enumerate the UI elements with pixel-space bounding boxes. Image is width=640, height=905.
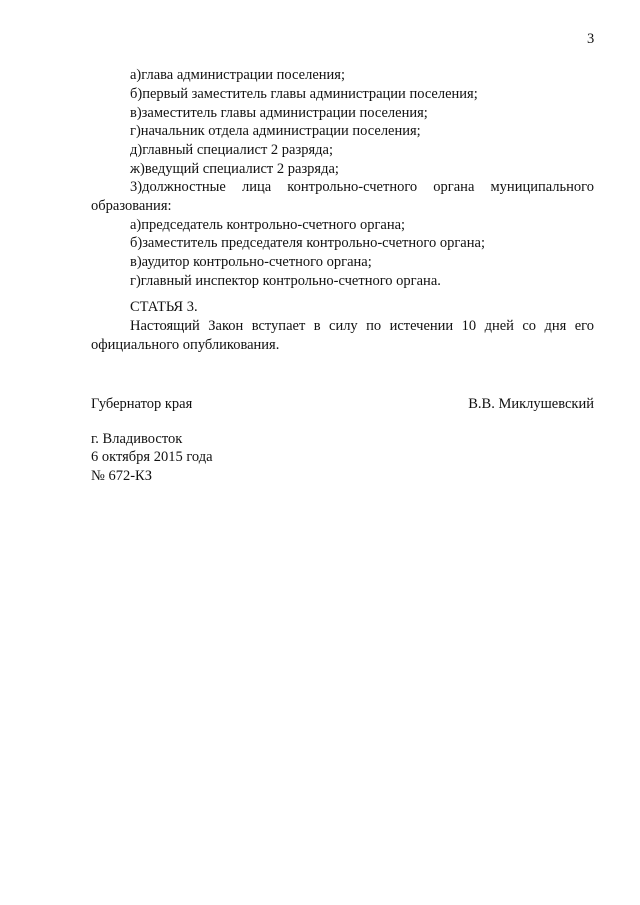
list-item: г)начальник отдела администрации поселения; xyxy=(130,123,421,139)
list-item: б)первый заместитель главы администрации поселения; xyxy=(130,86,478,102)
article-text-line1: Настоящий Закон вступает в силу по истечении 10 дней со дня его xyxy=(130,318,594,334)
list-item: д)главный специалист 2 разряда; xyxy=(130,142,333,158)
article-text-line2: официального опубликования. xyxy=(91,337,280,353)
list-item: ж)ведущий специалист 2 разряда; xyxy=(130,161,339,177)
signatory-name: В.В. Миклушевский xyxy=(468,396,594,412)
list-item-3-line2: образования: xyxy=(91,198,172,214)
list-item: в)заместитель главы администрации поселения; xyxy=(130,105,428,121)
footer-date: 6 октября 2015 года xyxy=(91,449,213,465)
signatory-title: Губернатор края xyxy=(91,396,193,412)
list-item-3-line1: 3)должностные лица контрольно-счетного органа муниципального xyxy=(130,179,594,195)
footer-city: г. Владивосток xyxy=(91,431,183,447)
list-item: а)глава администрации поселения; xyxy=(130,67,345,83)
list-item: в)аудитор контрольно-счетного органа; xyxy=(130,254,372,270)
page-number: 3 xyxy=(587,31,595,47)
list-item: г)главный инспектор контрольно-счетного органа. xyxy=(130,273,441,289)
footer-number: № 672-КЗ xyxy=(91,468,152,484)
list-item: а)председатель контрольно-счетного органа; xyxy=(130,217,406,233)
list-item: б)заместитель председателя контрольно-счетного органа; xyxy=(130,235,485,251)
article-heading: СТАТЬЯ 3. xyxy=(130,299,198,315)
